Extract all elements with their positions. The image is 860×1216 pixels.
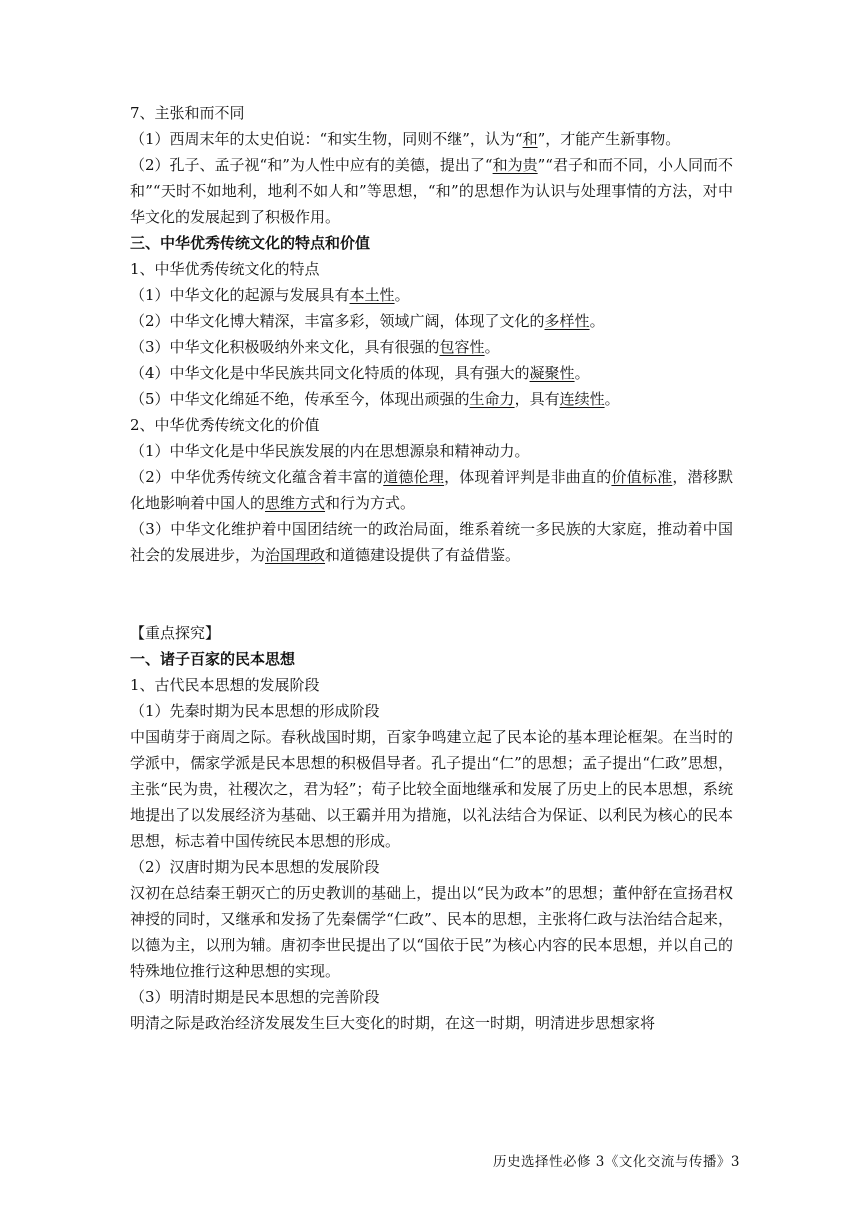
text-run: 。 — [484, 338, 500, 356]
text-run: 。 — [604, 390, 620, 408]
text-run: ”“君子和而不同，小人同而不和”“天时不如地利，地利不如人和”等思想，“和”的思想作为认识与处理事情的方法，对中华文化的发展起到了积极作用。 — [130, 156, 733, 226]
value-item — [130, 464, 733, 516]
paragraph — [130, 126, 733, 152]
section-heading: 一、诸子百家的民本思想 — [130, 650, 296, 668]
feature-item — [130, 334, 733, 360]
stage-body: 中国萌芽于商周之际。春秋战国时期，百家争鸣建立起了民本论的基本理论框架。在当时的学派中，儒家学派是民本思想的积极倡导者。孔子提出“仁”的思想；孟子提出“仁政”思想，主张“民为贵，社稷次之，君为轻”；荀子比较全面地继承和发展了历史上的民本思想，系统地提出了以发展经济为基础、以王霸并用为措施，以礼法结合为保证、以利民为核心的民本思想，标志着中国传统民本思想的形成。 — [130, 728, 733, 850]
text-run: 。 — [589, 312, 605, 330]
focus-label: 【重点探究】 — [130, 624, 221, 642]
page-footer: 历史选择性必修 3《文化交流与传播》3 — [493, 1154, 740, 1170]
text-run: （1）中华文化是中华民族发展的内在思想源泉和精神动力。 — [130, 442, 530, 460]
text-run: （2）中华优秀传统文化蕴含着丰富的 — [130, 468, 384, 486]
underlined-term: 包容性 — [439, 338, 485, 356]
feature-item — [130, 386, 733, 412]
value-item — [130, 438, 733, 464]
text-run: 和道德建设提供了有益借鉴。 — [325, 546, 521, 564]
subheading: 2、中华优秀传统文化的价值 — [130, 416, 320, 434]
underlined-term: 和 — [522, 130, 538, 148]
stage-title: （1）先秦时期为民本思想的形成阶段 — [130, 702, 380, 720]
underlined-term: 和为贵 — [492, 156, 538, 174]
text-run: （4）中华文化是中华民族共同文化特质的体现，具有强大的 — [130, 364, 530, 382]
text-run: 。 — [574, 364, 590, 382]
text-run: （1）中华文化的起源与发展具有 — [130, 286, 350, 304]
text-run: （2）中华文化博大精深，丰富多彩，领域广阔，体现了文化的 — [130, 312, 545, 330]
stage-body: 明清之际是政治经济发展发生巨大变化的时期，在这一时期，明清进步思想家将 — [130, 1014, 656, 1032]
stage-body: 汉初在总结秦王朝灭亡的历史教训的基础上，提出以“民为政本”的思想；董仲舒在宣扬君权神授的同时，又继承和发扬了先秦儒学“仁政”、民本的思想，主张将仁政与法治结合起来，以德为主，以刑为辅。唐初李世民提出了以“国依于民”为核心内容的民本思想，并以自己的特殊地位推行这种思想的实现。 — [130, 884, 733, 980]
underlined-term: 治国理政 — [265, 546, 326, 564]
feature-item — [130, 282, 733, 308]
underlined-term: 本土性 — [349, 286, 395, 304]
text-run: （3）中华文化积极吸纳外来文化，具有很强的 — [130, 338, 440, 356]
text-run: （2）孔子、孟子视“和”为人性中应有的美德，提出了“ — [130, 156, 493, 174]
underlined-term: 连续性 — [559, 390, 605, 408]
section-7-title: 7、主张和而不同 — [130, 104, 245, 122]
text-run: ，潜移默化地影响着中国人的 — [130, 468, 733, 512]
underlined-term: 思维方式 — [265, 494, 326, 512]
document-body — [130, 100, 733, 1036]
text-run: 和行为方式。 — [325, 494, 416, 512]
underlined-term: 道德伦理 — [383, 468, 445, 486]
stage-title: （3）明清时期是民本思想的完善阶段 — [130, 988, 380, 1006]
text-run: ”，才能产生新事物。 — [537, 130, 681, 148]
text-run: （1）西周末年的太史伯说：“和实生物，同则不继”，认为“ — [130, 130, 523, 148]
underlined-term: 价值标准 — [611, 468, 673, 486]
text-run: ，体现着评判是非曲直的 — [444, 468, 612, 486]
text-run: ，具有 — [514, 390, 560, 408]
underlined-term: 凝聚性 — [529, 364, 575, 382]
paragraph — [130, 152, 733, 230]
section-heading: 三、中华优秀传统文化的特点和价值 — [130, 234, 371, 252]
feature-item — [130, 360, 733, 386]
value-item — [130, 516, 733, 568]
stage-title: （2）汉唐时期为民本思想的发展阶段 — [130, 858, 380, 876]
underlined-term: 生命力 — [469, 390, 515, 408]
text-run: （5）中华文化绵延不绝，传承至今，体现出顽强的 — [130, 390, 470, 408]
feature-item — [130, 308, 733, 334]
text-run: 。 — [394, 286, 410, 304]
text-run: （3）中华文化维护着中国团结统一的政治局面，维系着统一多民族的大家庭，推动着中国社会的发展进步，为 — [130, 520, 733, 564]
subheading: 1、古代民本思想的发展阶段 — [130, 676, 320, 694]
underlined-term: 多样性 — [544, 312, 590, 330]
subheading: 1、中华优秀传统文化的特点 — [130, 260, 320, 278]
